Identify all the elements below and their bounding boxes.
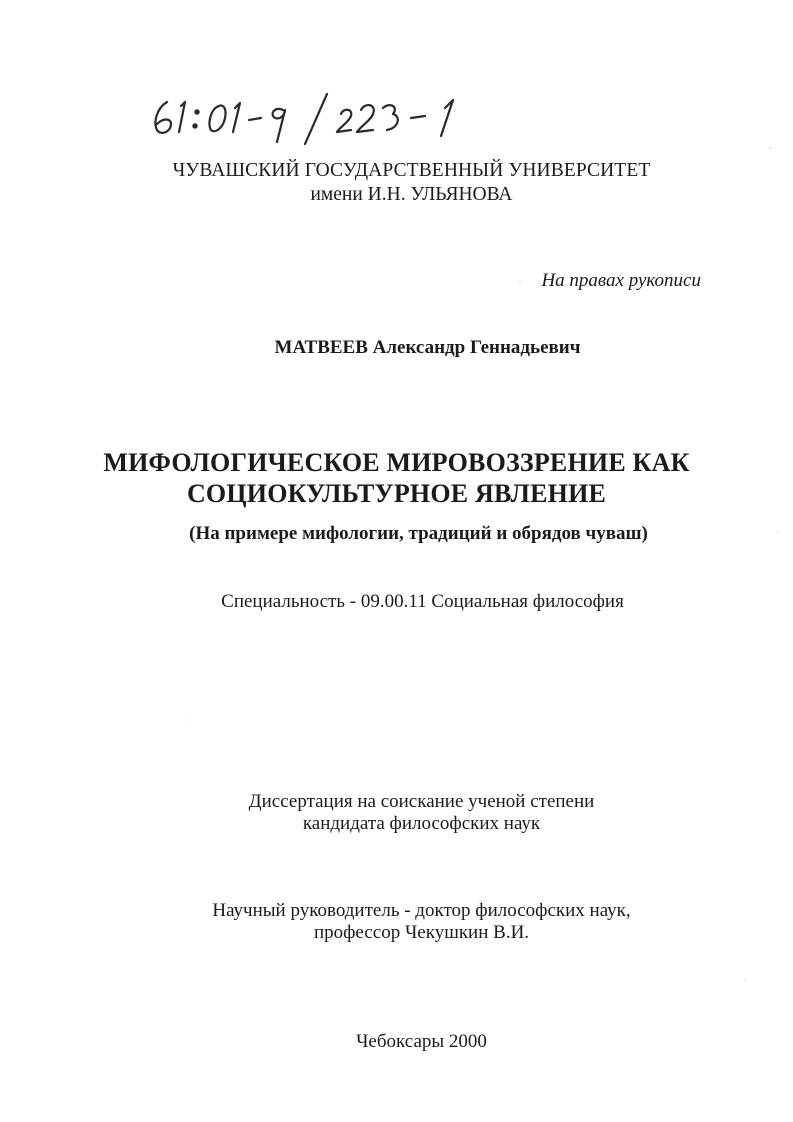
manuscript-note: На правах рукописи <box>541 270 701 291</box>
supervisor-line2: профессор Чекушкин В.И. <box>313 922 530 943</box>
author-block <box>0 337 793 359</box>
author-name: МАТВЕЕВ Александр Геннадьевич <box>274 337 581 358</box>
subtitle-block <box>0 523 793 545</box>
subtitle: (На примере мифологии, традиций и обрядов чуваш) <box>189 523 648 544</box>
handwriting-svg <box>145 88 505 148</box>
dissertation-block-1 <box>0 791 793 813</box>
specialty-block <box>0 591 793 613</box>
supervisor-block-1 <box>0 900 793 922</box>
city-year-block <box>0 1031 793 1053</box>
city-year: Чебоксары 2000 <box>356 1031 487 1052</box>
university-line2: имени И.Н. УЛЬЯНОВА <box>310 184 513 205</box>
catalog-number-handwritten <box>145 88 505 148</box>
university-subtitle <box>0 184 793 206</box>
university-name <box>0 160 793 182</box>
specialty: Специальность - 09.00.11 Социальная философия <box>221 591 624 612</box>
dissertation-line1: Диссертация на соискание ученой степени <box>248 791 595 812</box>
university-line1: ЧУВАШСКИЙ ГОСУДАРСТВЕННЫЙ УНИВЕРСИТЕТ <box>172 160 651 181</box>
title-line2: СОЦИОКУЛЬТУРНОЕ ЯВЛЕНИЕ <box>186 479 607 508</box>
dissertation-line2: кандидата философских наук <box>302 813 541 834</box>
dissertation-block-2 <box>0 813 793 835</box>
supervisor-block-2 <box>0 922 793 944</box>
title-line1: МИФОЛОГИЧЕСКОЕ МИРОВОЗЗРЕНИЕ КАК <box>103 448 690 477</box>
supervisor-line1: Научный руководитель - доктор философских наук, <box>212 900 631 921</box>
